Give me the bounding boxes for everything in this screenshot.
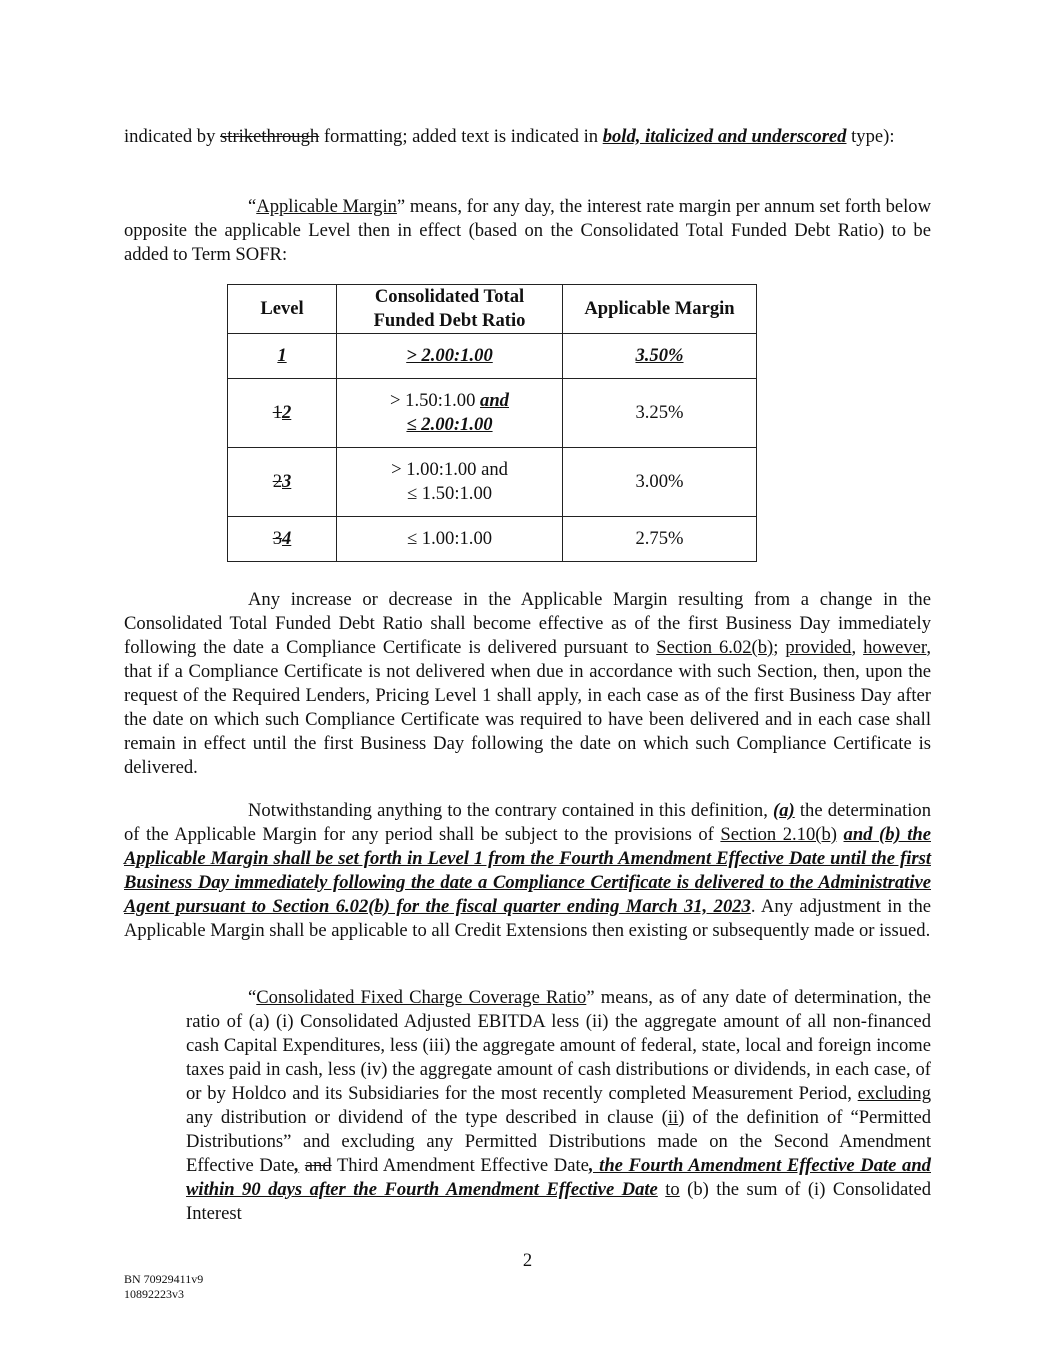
- ratio-cell: ≤ 1.00:1.00: [337, 517, 563, 562]
- ratio-text: ≤ 1.50:1.00: [406, 483, 493, 504]
- ratio-cell: [337, 334, 563, 379]
- margin-change-paragraph: [124, 588, 931, 780]
- body-text: Notwithstanding anything to the contrary contained in this definition,: [248, 800, 774, 821]
- margin-cell: 3.25%: [563, 379, 757, 448]
- intro-text: type):: [846, 126, 895, 147]
- margin-cell: [563, 334, 757, 379]
- table-header-row: [228, 285, 757, 334]
- added-text: ,: [294, 1155, 300, 1176]
- header-ratio-line: Consolidated Total: [374, 286, 525, 307]
- added-ratio: and: [480, 390, 509, 411]
- deleted-text: and: [304, 1155, 332, 1176]
- ratio-cell: [337, 379, 563, 448]
- deleted-level: 2: [272, 471, 282, 492]
- body-text: . Any adjustment in the Applicable Margin shall be applicable to all Credit Extensions then existing or subsequently made or issued.: [124, 896, 931, 941]
- added-level: 3: [282, 471, 292, 492]
- intro-text: indicated by: [124, 126, 221, 147]
- deleted-level: 3: [272, 528, 282, 549]
- quote-mark: “: [248, 987, 257, 1008]
- section-reference: Section 6.02(b): [656, 637, 774, 658]
- added-level: 1: [277, 345, 287, 366]
- definition-text: Third Amendment Effective Date: [331, 1155, 589, 1176]
- page-number: 2: [522, 1250, 533, 1271]
- definition-text: ” means, for any day, the interest rate margin per annum set forth below opposite the applicable Level then in effect (based on the Consolidated Total Funded Debt Ratio) to be added to Term SOFR:: [124, 196, 932, 265]
- table-row: [228, 379, 757, 448]
- level-cell: [228, 379, 337, 448]
- ratio-text: > 1.50:1.00: [390, 390, 481, 411]
- header-margin: Applicable Margin: [563, 285, 757, 334]
- header-level: Level: [228, 285, 337, 334]
- definition-text: ) of the definition of “Permitted Distributions” and excluding any Permitted Distributions made on the Second Amendment Effective Date: [186, 1107, 931, 1176]
- added-level: 4: [282, 528, 292, 549]
- document-id: 10892223v3: [124, 1287, 184, 1301]
- added-level: 2: [282, 402, 292, 423]
- added-underlined-text: to: [665, 1179, 680, 1200]
- definition-text: (b) the sum of (i) Consolidated Interest: [186, 1179, 931, 1224]
- ratio-text: > 1.00:1.00 and: [391, 459, 508, 480]
- definition-text: ” means, as of any date of determination, the ratio of (a) (i) Consolidated Adjusted EBITDA less (ii) the aggregate amount of all non-financed cash Capital Expenditures, less (iii) the aggregate amount of federal, state, local and foreign income taxes paid in cash, less (iv) the aggregate amount of cash distributions or dividends, in each case, of or by Holdco and its Subsidiaries for the most recently completed Measurement Period,: [186, 987, 931, 1104]
- body-text: ;: [773, 637, 786, 658]
- however-term: however: [863, 637, 927, 658]
- level-cell: [228, 448, 337, 517]
- ratio-cell: [337, 448, 563, 517]
- added-margin: 3.50%: [635, 345, 684, 366]
- notwithstanding-paragraph: [124, 799, 931, 943]
- strikethrough-example: strikethrough: [220, 126, 320, 147]
- fixed-charge-ratio-definition: [186, 986, 931, 1226]
- added-text: and (b) the Applicable Margin shall be set forth in Level 1 from the Fourth Amendment Effective Date until the first Business Day immediately following the date a Compliance Certificate is delivered to the Administrative Agent pursuant to Section 6.02(b) for the fiscal quarter ending March 31, 2023: [124, 824, 931, 917]
- table-row: [228, 334, 757, 379]
- margin-cell: 3.00%: [563, 448, 757, 517]
- deleted-level: 1: [272, 402, 282, 423]
- table-row: [228, 448, 757, 517]
- section-reference: Section 2.10(b): [720, 824, 837, 845]
- added-underlined-text: excluding: [857, 1083, 931, 1104]
- definition-text: any distribution or dividend of the type described in clause (: [186, 1107, 668, 1128]
- provided-term: provided: [785, 637, 852, 658]
- level-cell: [228, 334, 337, 379]
- margin-cell: 2.75%: [563, 517, 757, 562]
- added-text: , the Fourth Amendment Effective Date and within 90 days after the Fourth Amendment Effective Date: [186, 1155, 931, 1200]
- defined-term: Consolidated Fixed Charge Coverage Ratio: [256, 987, 587, 1008]
- header-ratio-line: Funded Debt Ratio: [373, 310, 526, 331]
- pricing-grid-table: [227, 284, 757, 562]
- added-ratio: > 2.00:1.00: [406, 345, 493, 366]
- intro-paragraph: [124, 125, 931, 149]
- table-row: [228, 517, 757, 562]
- intro-text: formatting; added text is indicated in: [319, 126, 603, 147]
- quote-mark: “: [248, 196, 257, 217]
- added-clause-marker: (a): [773, 800, 795, 821]
- level-cell: [228, 517, 337, 562]
- body-text: ,: [851, 637, 864, 658]
- header-ratio: [337, 285, 563, 334]
- body-text: Any increase or decrease in the Applicable Margin resulting from a change in the Consolidated Total Funded Debt Ratio shall become effective as of the first Business Day immediately following the date a Compliance Certificate is delivered pursuant to: [124, 589, 931, 658]
- document-id: BN 70929411v9: [124, 1272, 204, 1286]
- defined-term: Applicable Margin: [256, 196, 397, 217]
- body-text: the determination of the Applicable Margin for any period shall be subject to the provisions of: [124, 800, 931, 845]
- applicable-margin-definition: [124, 195, 931, 267]
- added-ratio: ≤ 2.00:1.00: [406, 414, 493, 435]
- added-underlined-text: ii: [667, 1107, 679, 1128]
- added-text-example: bold, italicized and underscored: [602, 126, 847, 147]
- body-text: , that if a Compliance Certificate is not delivered when due in accordance with such Section, then, upon the request of the Required Lenders, Pricing Level 1 shall apply, in each case as of the first Business Day after the date on which such Compliance Certificate was required to have been delivered and in each case shall remain in effect until the first Business Day following the date on which such Compliance Certificate is delivered.: [124, 637, 932, 778]
